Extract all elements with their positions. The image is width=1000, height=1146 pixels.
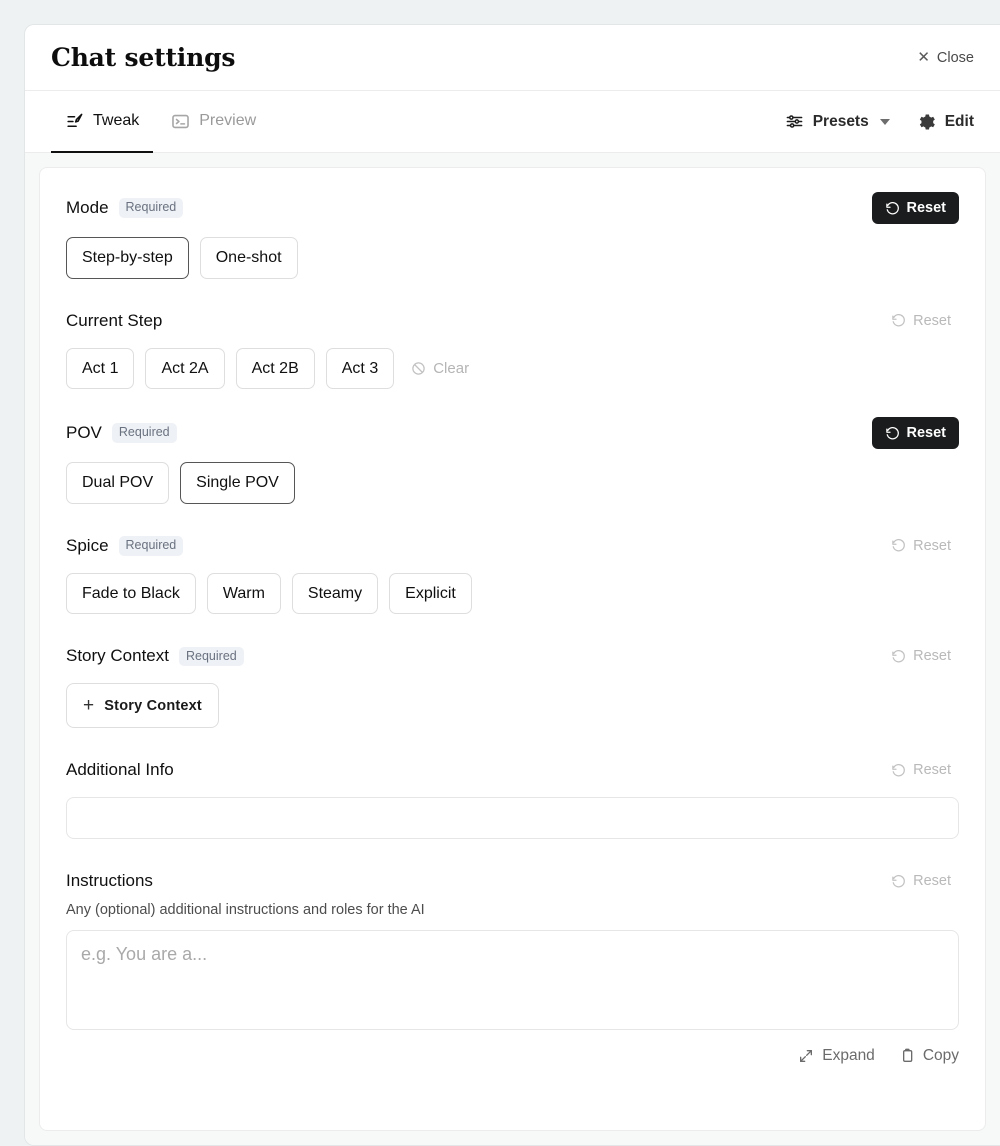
field-additional-info-label-wrap: [66, 760, 174, 780]
reset-instructions-label: Reset: [913, 873, 951, 890]
expand-icon: [798, 1048, 814, 1064]
field-spice-head: [66, 532, 959, 560]
option-dual-pov[interactable]: Dual POV: [66, 462, 169, 504]
clear-current-step-button[interactable]: [411, 360, 469, 377]
field-additional-info-head: [66, 756, 959, 784]
option-act-3[interactable]: Act 3: [326, 348, 394, 390]
chat-settings-dialog: [24, 24, 1000, 1146]
field-mode-label-wrap: [66, 198, 183, 218]
copy-icon: [899, 1048, 915, 1064]
chevron-down-icon: [880, 119, 890, 125]
field-mode-label: Mode: [66, 198, 109, 217]
tab-preview[interactable]: [157, 91, 270, 153]
field-pov: [66, 417, 959, 504]
field-story-context-head: [66, 642, 959, 670]
edit-button[interactable]: [916, 112, 974, 132]
reset-story-context-button[interactable]: [883, 642, 959, 670]
option-steamy[interactable]: Steamy: [292, 573, 378, 615]
tab-preview-label: Preview: [199, 112, 257, 129]
field-pov-label-wrap: [66, 423, 177, 443]
copy-button[interactable]: [899, 1047, 959, 1065]
close-x-icon: ✕: [917, 49, 930, 66]
reset-instructions-button[interactable]: [883, 867, 959, 895]
expand-button[interactable]: [798, 1047, 875, 1065]
reset-story-context-label: Reset: [913, 648, 951, 665]
presets-button[interactable]: [785, 112, 890, 131]
field-instructions: [66, 867, 959, 1065]
option-fade-to-black[interactable]: Fade to Black: [66, 573, 196, 615]
field-spice-label: Spice: [66, 535, 109, 555]
option-single-pov[interactable]: Single POV: [180, 462, 295, 504]
close-button-label: Close: [936, 49, 974, 66]
tab-tweak[interactable]: [51, 91, 153, 153]
field-mode-required-badge: Required: [119, 198, 184, 218]
option-step-by-step[interactable]: Step-by-step: [66, 237, 189, 279]
reset-icon: [885, 426, 900, 441]
field-spice-label-wrap: [66, 536, 183, 556]
add-story-context-button[interactable]: [66, 683, 219, 728]
reset-current-step-label: Reset: [913, 312, 951, 329]
field-mode-head: [66, 192, 959, 224]
field-additional-info: [66, 756, 959, 839]
reset-icon: [891, 538, 906, 553]
field-current-step-head: [66, 307, 959, 335]
expand-label: Expand: [822, 1047, 875, 1065]
no-entry-icon: [411, 361, 426, 376]
field-current-step-label-wrap: [66, 311, 162, 331]
reset-icon: [885, 201, 900, 216]
option-act-2b[interactable]: Act 2B: [236, 348, 315, 390]
field-additional-info-label: Additional Info: [66, 760, 174, 780]
field-story-context-label-wrap: [66, 646, 244, 666]
tab-tweak-label: Tweak: [93, 112, 140, 129]
reset-spice-button[interactable]: [883, 532, 959, 560]
field-pov-required-badge: Required: [112, 423, 177, 443]
reset-pov-label: Reset: [906, 425, 946, 442]
field-instructions-label-wrap: [66, 871, 153, 891]
page-title: Chat settings: [51, 43, 236, 72]
option-one-shot[interactable]: One-shot: [200, 237, 298, 279]
instructions-textarea[interactable]: [66, 930, 959, 1030]
instructions-help-text: Any (optional) additional instructions and roles for the AI: [66, 902, 425, 919]
option-warm[interactable]: Warm: [207, 573, 281, 615]
field-pov-head: [66, 417, 959, 449]
close-button[interactable]: [917, 50, 974, 66]
tab-list: [51, 91, 270, 152]
option-act-1[interactable]: Act 1: [66, 348, 134, 390]
settings-body: [25, 153, 1000, 1145]
field-instructions-label: Instructions: [66, 871, 153, 891]
edit-square-icon: [65, 112, 84, 131]
field-spice: [66, 532, 959, 615]
edit-label: Edit: [944, 112, 974, 130]
field-pov-label: POV: [66, 423, 102, 443]
reset-mode-button[interactable]: [872, 192, 960, 224]
field-spice-required-badge: Required: [119, 536, 184, 556]
field-mode-options: [66, 237, 959, 279]
tab-bar: [25, 91, 1000, 153]
instructions-actions: [66, 1047, 959, 1065]
field-story-context-required-badge: Required: [179, 647, 244, 667]
add-story-context-label: Story Context: [104, 697, 202, 714]
settings-panel: [39, 167, 986, 1131]
option-act-2a[interactable]: Act 2A: [145, 348, 224, 390]
field-current-step-options: [66, 348, 959, 390]
field-current-step: [66, 307, 959, 390]
gear-icon: [916, 112, 936, 132]
reset-additional-info-button[interactable]: [883, 756, 959, 784]
presets-label: Presets: [812, 112, 869, 130]
plus-icon: +: [83, 695, 95, 717]
field-story-context: [66, 642, 959, 728]
reset-icon: [891, 874, 906, 889]
reset-icon: [891, 313, 906, 328]
field-story-context-label: Story Context: [66, 646, 169, 666]
field-pov-options: [66, 462, 959, 504]
option-explicit[interactable]: Explicit: [389, 573, 472, 615]
reset-current-step-button[interactable]: [883, 307, 959, 335]
reset-icon: [891, 649, 906, 664]
reset-pov-button[interactable]: [872, 417, 960, 449]
reset-icon: [891, 763, 906, 778]
reset-additional-info-label: Reset: [913, 762, 951, 779]
copy-label: Copy: [922, 1047, 959, 1065]
terminal-icon: [171, 112, 190, 131]
reset-mode-label: Reset: [906, 200, 946, 216]
header-actions: [785, 91, 974, 152]
field-spice-options: [66, 573, 959, 615]
field-instructions-head: [66, 867, 959, 895]
clear-current-step-label: Clear: [433, 359, 470, 377]
field-mode: [66, 192, 959, 279]
dialog-header: [25, 25, 1000, 91]
additional-info-input[interactable]: [66, 797, 959, 839]
field-current-step-label: Current Step: [66, 310, 163, 330]
reset-spice-label: Reset: [913, 537, 951, 554]
sliders-icon: [785, 112, 804, 131]
